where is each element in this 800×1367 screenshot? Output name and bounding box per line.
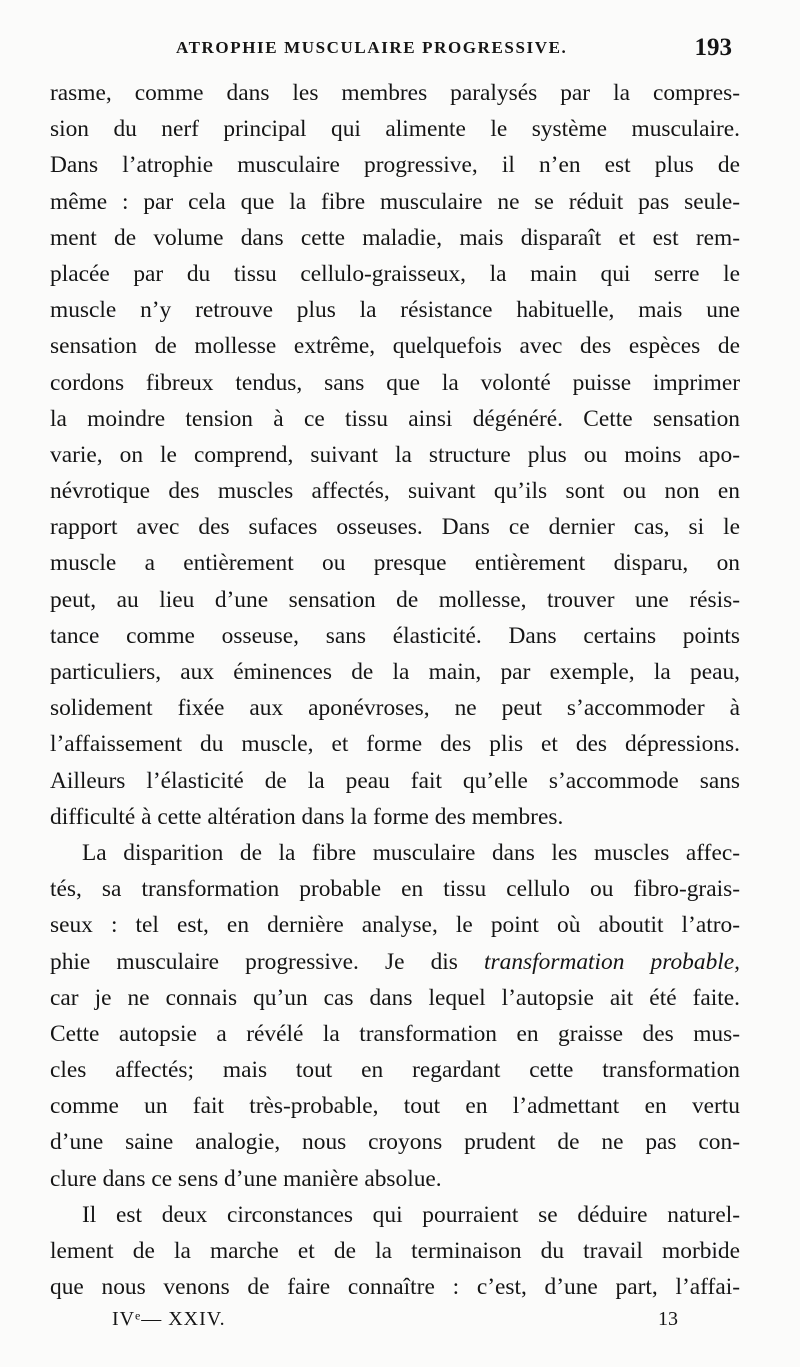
text-segment: phie musculaire progressive. Je dis bbox=[50, 948, 485, 975]
text-line: que nous venons de faire connaître : c’est, d’une part, l’affai- bbox=[50, 1274, 740, 1301]
text-line: comme un fait très-probable, tout en l’admettant en vertu bbox=[50, 1093, 740, 1120]
text-line: varie, on le comprend, suivant la structure plus ou moins apo- bbox=[50, 441, 740, 468]
text-line: rapport avec des sufaces osseuses. Dans ce dernier cas, si le bbox=[50, 514, 740, 541]
text-line: car je ne connais qu’un cas dans lequel l’autopsie ait été faite. bbox=[50, 984, 740, 1011]
italic-emphasis: transformation probable, bbox=[484, 948, 740, 975]
text-line: particuliers, aux éminences de la main, par exemple, la peau, bbox=[50, 659, 740, 685]
text-line: solidement fixée aux aponévroses, ne peut s’accommoder à bbox=[50, 695, 740, 722]
text-line: l’affaissement du muscle, et forme des plis et des dépressions. bbox=[50, 731, 740, 758]
text-line: rasme, comme dans les membres paralysés par la compres- bbox=[50, 80, 740, 106]
paragraph-1 bbox=[50, 75, 740, 835]
paragraph-2 bbox=[50, 835, 740, 1197]
text-line: cles affectés; mais tout en regardant cette transformation bbox=[50, 1057, 740, 1084]
text-line: sensation de mollesse extrême, quelquefois avec des espèces de bbox=[50, 333, 740, 360]
body-text bbox=[50, 75, 740, 1305]
text-line: cordons fibreux tendus, sans que la volonté puisse imprimer bbox=[50, 369, 740, 396]
sheet-number: 13 bbox=[658, 1308, 678, 1330]
text-line: muscle n’y retrouve plus la résistance habituelle, mais une bbox=[50, 297, 740, 324]
text-line: seux : tel est, en dernière analyse, le point où aboutit l’atro- bbox=[50, 912, 740, 939]
text-line: Ailleurs l’élasticité de la peau fait qu’elle s’accommode sans bbox=[50, 767, 740, 794]
text-line: placée par du tissu cellulo-graisseux, la main qui serre le bbox=[50, 260, 740, 287]
text-line: névrotique des muscles affectés, suivant qu’ils sont ou non en bbox=[50, 478, 740, 505]
text-line: la moindre tension à ce tissu ainsi dégénéré. Cette sensation bbox=[50, 405, 740, 432]
text-line: ment de volume dans cette maladie, mais disparaît et est rem- bbox=[50, 224, 740, 251]
text-line: difficulté à cette altération dans la forme des membres. bbox=[50, 803, 564, 830]
text-line: muscle a entièrement ou presque entièrement disparu, on bbox=[50, 550, 740, 577]
paragraph-3 bbox=[50, 1197, 740, 1306]
text-line: La disparition de la fibre musculaire dans les muscles affec- bbox=[82, 839, 740, 866]
text-line: Dans l’atrophie musculaire progressive, il n’en est plus de bbox=[50, 152, 740, 179]
text-line: Cette autopsie a révélé la transformation en graisse des mus- bbox=[50, 1020, 740, 1047]
text-line: tés, sa transformation probable en tissu cellulo ou fibro-grais- bbox=[50, 876, 740, 903]
text-line: lement de la marche et de la terminaison du travail morbide bbox=[50, 1238, 740, 1264]
text-line: même : par cela que la fibre musculaire ne se réduit pas seule- bbox=[50, 188, 740, 215]
signature-mark: IVᵉ— XXIV. bbox=[112, 1308, 226, 1330]
page-header bbox=[48, 36, 736, 68]
text-line: tance comme osseuse, sans élasticité. Dans certains points bbox=[50, 622, 740, 649]
text-line: peut, au lieu d’une sensation de mollesse, trouver une résis- bbox=[50, 586, 740, 613]
text-line: d’une saine analogie, nous croyons prudent de ne pas con- bbox=[50, 1129, 740, 1156]
page-number: 193 bbox=[694, 34, 732, 61]
page-footer bbox=[48, 1308, 736, 1338]
text-line-with-italic bbox=[50, 944, 740, 980]
text-line: clure dans ce sens d’une manière absolue. bbox=[50, 1165, 442, 1192]
running-title: ATROPHIE MUSCULAIRE PROGRESSIVE. bbox=[176, 38, 568, 57]
text-line: sion du nerf principal qui alimente le système musculaire. bbox=[50, 116, 740, 143]
text-line: Il est deux circonstances qui pourraient se déduire naturel- bbox=[82, 1201, 740, 1228]
